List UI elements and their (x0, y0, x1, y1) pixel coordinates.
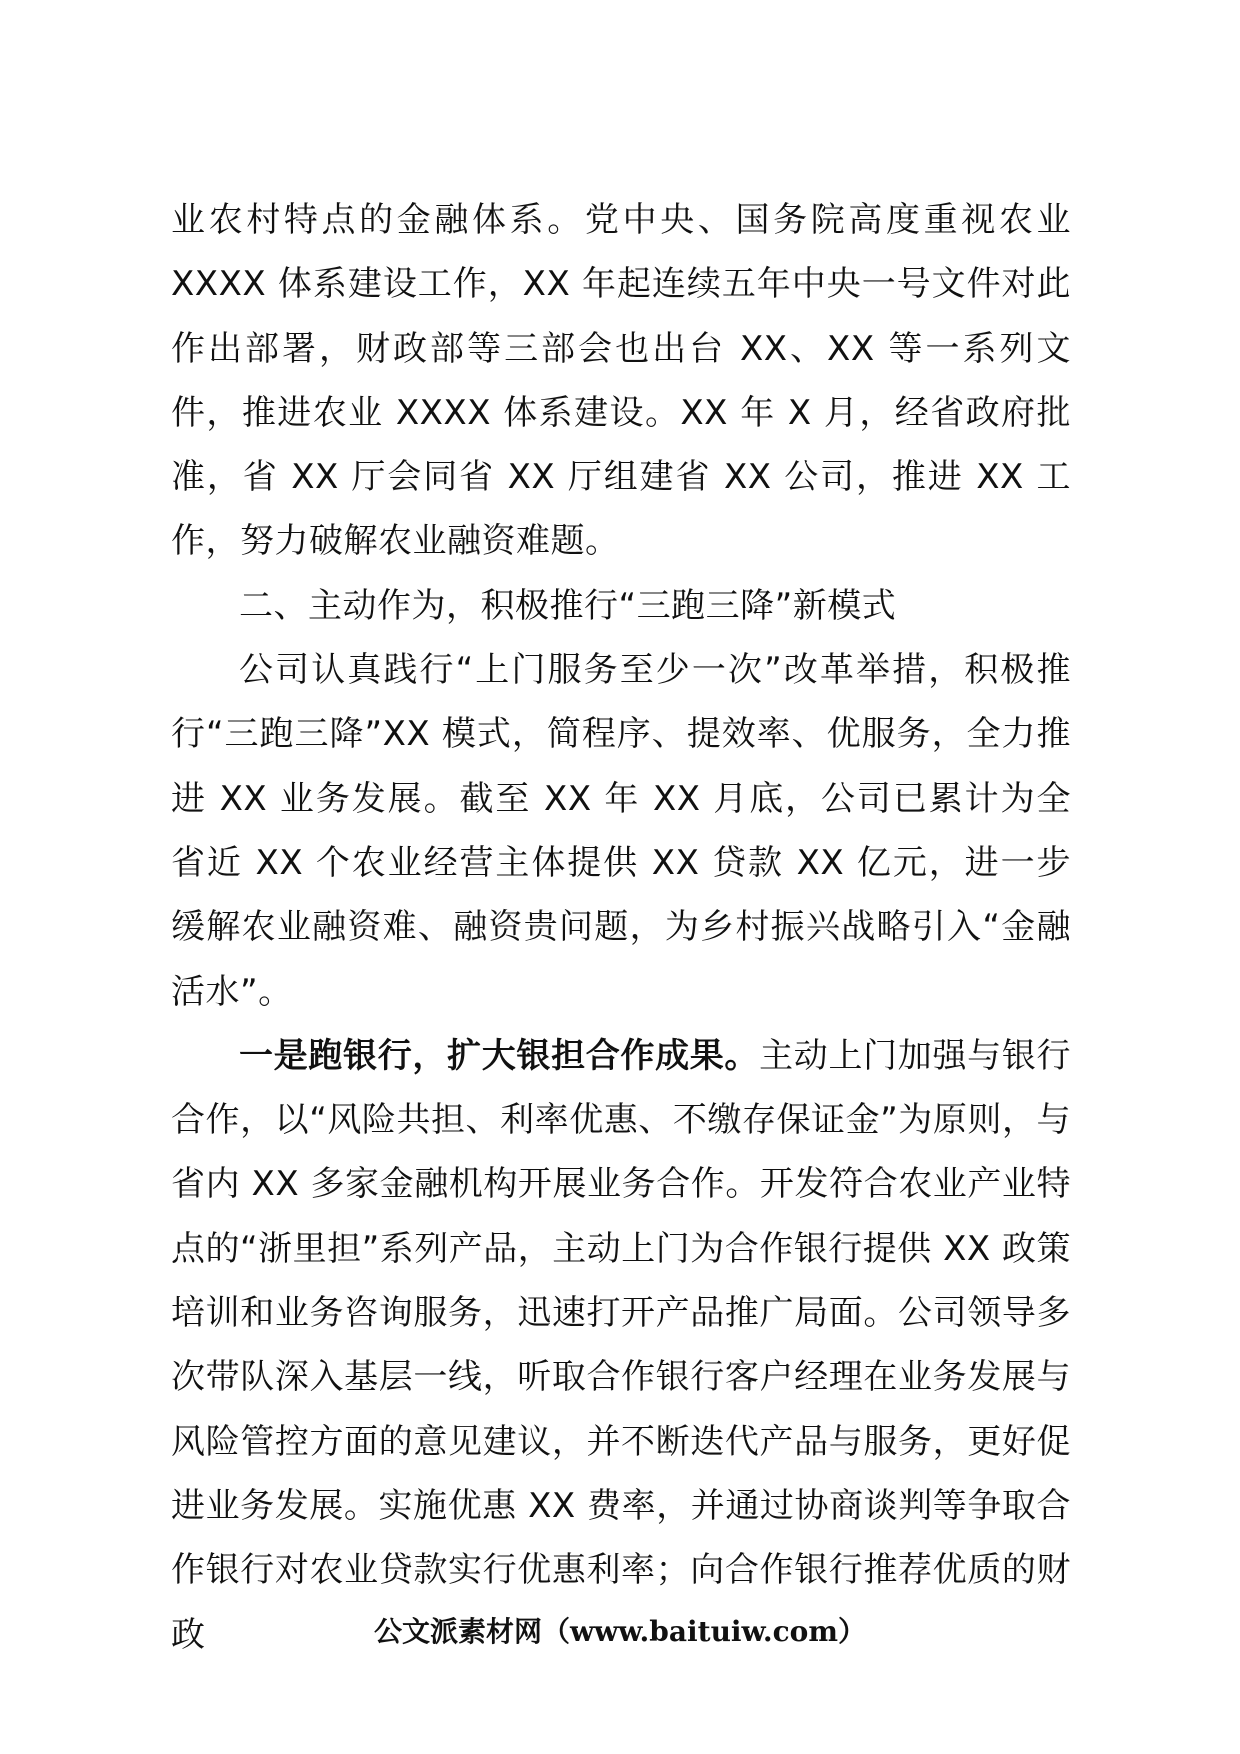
paragraph-body-text: 主动上门加强与银行合作，以“风险共担、利率优惠、不缴存保证金”为原则，与省内 XX 多家金融机构开展业务合作。开发符合农业产业特点的“浙里担”系列产品，主动上门为合作银行提供 XX 政策培训和业务咨询服务，迅速打开产品推广局面。公司领导多次带队深入基层一线，听取合作银行客户经理在业务发展与风险管控方面的意见建议，并不断迭代产品与服务，更好促进业务发展。实施优惠 XX 费率，并通过协商谈判等争取合作银行对农业贷款实行优惠利率；向合作银行推荐优质的财政 (171, 1035, 1072, 1655)
page-footer-watermark: 公文派素材网（www.baituiw.com） (374, 1615, 866, 1648)
paragraph-continuation: 业农村特点的金融体系。党中央、国务院高度重视农业XXXX 体系建设工作，XX 年起连续五年中央一号文件对此作出部署，财政部等三部会也出台 XX、XX 等一系列文件，推进农业 XXXX 体系建设。XX 年 X 月，经省政府批准，省 XX 厅会同省 XX 厅组建省 XX 公司，推进 XX 工作，努力破解农业融资难题。 (171, 200, 1071, 562)
document-body (171, 188, 1071, 1667)
section-heading: 二、主动作为，积极推行“三跑三降”新模式 (239, 585, 897, 626)
paragraph-bank-cooperation (171, 1024, 1071, 1667)
paragraph-lead-bold: 一是跑银行，扩大银担合作成果。 (239, 1035, 760, 1076)
paragraph-section-intro: 公司认真践行“上门服务至少一次”改革举措，积极推行“三跑三降”XX 模式，简程序、提效率、优服务，全力推进 XX 业务发展。截至 XX 年 XX 月底，公司已累计为全省近 XX 个农业经营主体提供 XX 贷款 XX 亿元，进一步缓解农业融资难、融资贵问题，为乡村振兴战略引入“金融活水”。 (171, 650, 1071, 1012)
